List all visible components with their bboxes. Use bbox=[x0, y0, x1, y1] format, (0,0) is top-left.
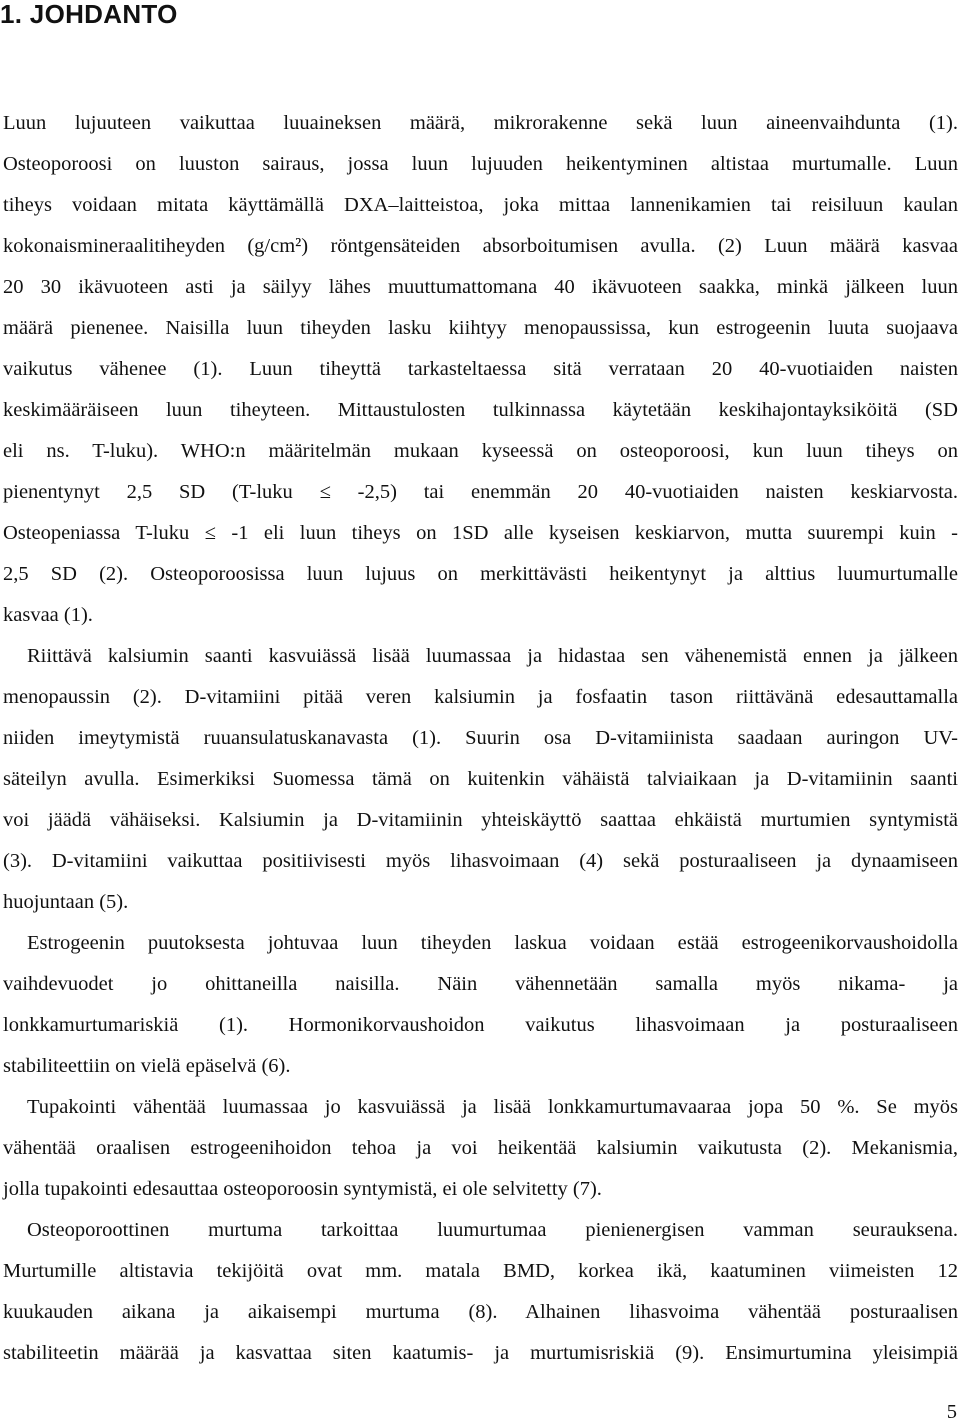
text-line: Riittävä kalsiumin saanti kasvuiässä lisää luumassaa ja hidastaa sen vähenemistä ennen ja jälkeen bbox=[27, 645, 958, 667]
text-line: 2,5 SD (2). Osteoporoosissa luun lujuus on merkittävästi heikentynyt ja alttius luumurtumalle bbox=[3, 563, 958, 585]
text-line: stabiliteetin määrää ja kasvattaa siten kaatumis- ja murtumisriskiä (9). Ensimurtumina yleisimpiä bbox=[3, 1342, 958, 1364]
text-line: lonkkamurtumariskiä (1). Hormonikorvaushoidon vaikutus lihasvoimaan ja posturaaliseen bbox=[3, 1014, 958, 1036]
text-line: huojuntaan (5). bbox=[3, 891, 129, 913]
text-line: niiden imeytymistä ruuansulatuskanavasta (1). Suurin osa D-vitamiinista saadaan auringon UV- bbox=[3, 727, 958, 749]
text-line: Osteoporoosi on luuston sairaus, jossa luun lujuuden heikentyminen altistaa murtumalle. Luun bbox=[3, 153, 958, 175]
text-line: pienentynyt 2,5 SD (T-luku ≤ -2,5) tai enemmän 20 40-vuotiaiden naisten keskiarvosta. bbox=[3, 481, 958, 503]
text-line: kuukauden aikana ja aikaisempi murtuma (8). Alhainen lihasvoima vähentää posturaalisen bbox=[3, 1301, 958, 1323]
text-line: vaihdevuodet jo ohittaneilla naisilla. Näin vähennetään samalla myös nikama- ja bbox=[3, 973, 958, 995]
page-number: 5 bbox=[946, 1401, 957, 1423]
text-line: kasvaa (1). bbox=[3, 604, 93, 626]
text-line: Murtumille altistavia tekijöitä ovat mm. matala BMD, korkea ikä, kaatuminen viimeisten 12 bbox=[3, 1260, 958, 1282]
text-line: keskimääräiseen luun tiheyteen. Mittaustulosten tulkinnassa käytetään keskihajontayksiköitä (SD bbox=[3, 399, 958, 421]
text-line: Estrogeenin puutoksesta johtuvaa luun tiheyden laskua voidaan estää estrogeenikorvaushoidolla bbox=[27, 932, 958, 954]
text-line: menopaussin (2). D-vitamiini pitää veren kalsiumin ja fosfaatin tason riittävänä edesauttamalla bbox=[3, 686, 958, 708]
text-line: Osteopeniassa T-luku ≤ -1 eli luun tiheys on 1SD alle kyseisen keskiarvon, mutta suurempi kuin - bbox=[3, 522, 958, 544]
text-line: 20 30 ikävuoteen asti ja säilyy lähes muuttumattomana 40 ikävuoteen saakka, minkä jälkeen luun bbox=[3, 276, 958, 298]
text-line: voi jäädä vähäiseksi. Kalsiumin ja D-vitamiinin yhteiskäyttö saattaa ehkäistä murtumien syntymistä bbox=[3, 809, 958, 831]
text-line: kokonaismineraalitiheyden (g/cm²) röntgensäteiden absorboitumisen avulla. (2) Luun määrä kasvaa bbox=[3, 235, 958, 257]
text-line: vähentää oraalisen estrogeenihoidon tehoa ja voi heikentää kalsiumin vaikutusta (2). Mekanismia, bbox=[3, 1137, 958, 1159]
text-line: eli ns. T-luku). WHO:n määritelmän mukaan kyseessä on osteoporoosi, kun luun tiheys on bbox=[3, 440, 958, 462]
section-heading: 1. JOHDANTO bbox=[0, 0, 178, 29]
text-line: stabiliteettiin on vielä epäselvä (6). bbox=[3, 1055, 291, 1077]
text-line: määrä pienenee. Naisilla luun tiheyden lasku kiihtyy menopaussissa, kun estrogeenin luuta suojaava bbox=[3, 317, 958, 339]
text-line: Luun lujuuteen vaikuttaa luuaineksen määrä, mikrorakenne sekä luun aineenvaihdunta (1). bbox=[3, 112, 958, 134]
text-line: tiheys voidaan mitata käyttämällä DXA–laitteistoa, joka mittaa lannenikamien tai reisiluun kaulan bbox=[3, 194, 958, 216]
text-line: Osteoporoottinen murtuma tarkoittaa luumurtumaa pienienergisen vamman seurauksena. bbox=[27, 1219, 958, 1241]
text-line: jolla tupakointi edesauttaa osteoporoosin syntymistä, ei ole selvitetty (7). bbox=[3, 1178, 602, 1200]
text-line: (3). D-vitamiini vaikuttaa positiivisesti myös lihasvoimaan (4) sekä posturaaliseen ja dynaamiseen bbox=[3, 850, 958, 872]
text-line: vaikutus vähenee (1). Luun tiheyttä tarkasteltaessa sitä verrataan 20 40-vuotiaiden naisten bbox=[3, 358, 958, 380]
text-line: säteilyn avulla. Esimerkiksi Suomessa tämä on kuitenkin vähäistä talviaikaan ja D-vitamiinin saanti bbox=[3, 768, 958, 790]
text-line: Tupakointi vähentää luumassaa jo kasvuiässä ja lisää lonkkamurtumavaaraa jopa 50 %. Se myös bbox=[27, 1096, 958, 1118]
